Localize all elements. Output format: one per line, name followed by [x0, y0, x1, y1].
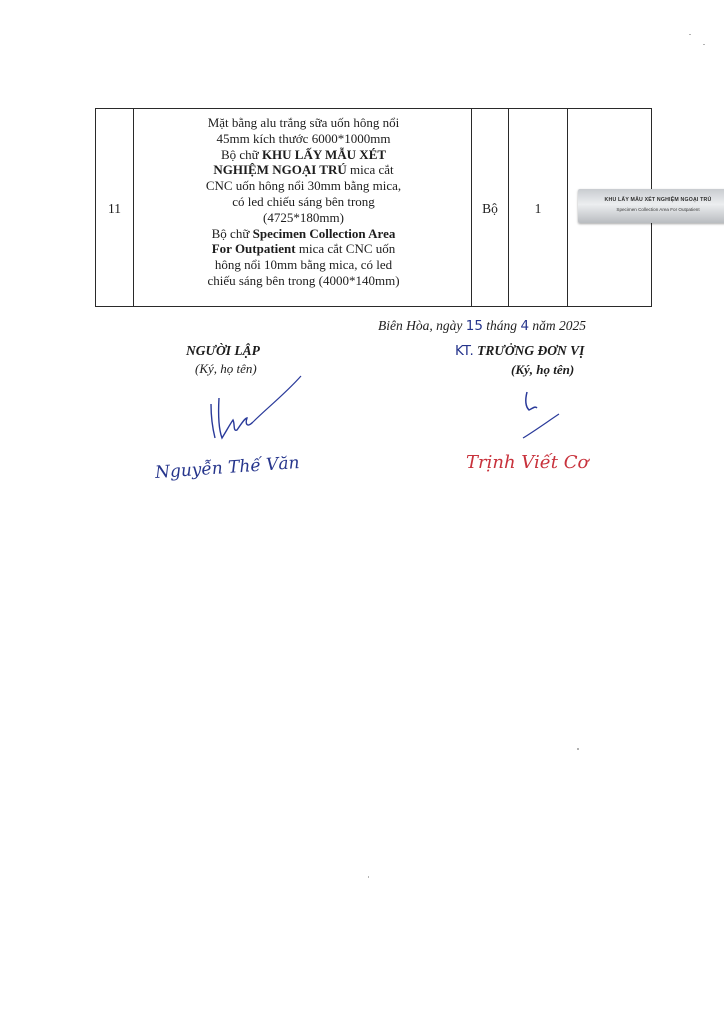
scan-speck	[368, 876, 369, 878]
desc-line: chiếu sáng bên trong (4000*140mm)	[207, 272, 400, 288]
left-signer-note: (Ký, họ tên)	[195, 361, 257, 376]
desc-text: mica cắt	[346, 162, 394, 178]
desc-line	[142, 147, 465, 163]
cell-image	[568, 109, 712, 306]
desc-line	[142, 162, 465, 178]
date-line	[378, 318, 586, 334]
quantity-value: 1	[534, 201, 542, 216]
sign-mockup-line2: Specimen Collection Area For Outpatient	[616, 207, 700, 212]
right-signer-note: (Ký, họ tên)	[511, 362, 575, 377]
desc-line: (4725*180mm)	[263, 209, 344, 225]
left-signer-title: NGƯỜI LẬP	[186, 343, 260, 358]
scan-speck	[577, 748, 579, 750]
desc-bold-text: KHU LẤY MẪU XÉT	[261, 146, 387, 162]
sign-mockup-line1: KHU LẤY MẪU XÉT NGHIỆM NGOẠI TRÚ	[604, 197, 712, 203]
right-signer-name: Trịnh Viết Cơ	[466, 452, 589, 473]
left-signature-mark	[175, 372, 315, 452]
desc-text: Bộ chữ	[211, 225, 253, 241]
right-signer-title-text: TRƯỞNG ĐƠN VỊ	[473, 343, 585, 358]
desc-line: 45mm kích thước 6000*1000mm	[216, 130, 391, 146]
desc-bold-text: For Outpatient	[211, 241, 296, 257]
desc-bold-text: Specimen Collection Area	[252, 225, 396, 241]
desc-line: hông nổi 10mm bằng mica, có led	[214, 257, 393, 273]
cell-unit	[472, 109, 509, 306]
left-signer-name: Nguyễn Thế Văn	[154, 452, 301, 484]
stt-value: 11	[108, 201, 121, 216]
kt-prefix: KT.	[455, 343, 474, 359]
cell-stt	[96, 109, 134, 306]
date-month: 4	[520, 318, 530, 334]
right-signature-mark	[505, 386, 565, 446]
desc-line	[142, 226, 465, 242]
date-year-label: năm 2025	[529, 318, 587, 333]
description-text	[142, 115, 465, 289]
scan-speck	[689, 34, 691, 35]
unit-value: Bộ	[482, 201, 498, 216]
desc-text: Bộ chữ	[220, 146, 262, 162]
sign-mockup-image	[578, 189, 724, 223]
desc-bold-text: NGHIỆM NGOẠI TRÚ	[213, 162, 347, 178]
items-table-row	[95, 108, 712, 307]
desc-line: Mặt bằng alu trắng sữa uốn hông nổi	[207, 115, 400, 130]
date-prefix: Biên Hòa, ngày	[378, 318, 466, 333]
date-month-label: tháng	[482, 318, 521, 333]
right-signer-title	[455, 343, 584, 359]
scan-speck	[703, 44, 705, 45]
cell-quantity	[509, 109, 568, 306]
date-day: 15	[465, 318, 483, 334]
desc-line: CNC uốn hông nổi 30mm bằng mica,	[205, 178, 402, 194]
desc-text: mica cắt CNC uốn	[295, 241, 396, 257]
desc-line: có led chiếu sáng bên trong	[232, 193, 375, 209]
cell-description	[134, 109, 472, 306]
desc-line	[142, 241, 465, 257]
